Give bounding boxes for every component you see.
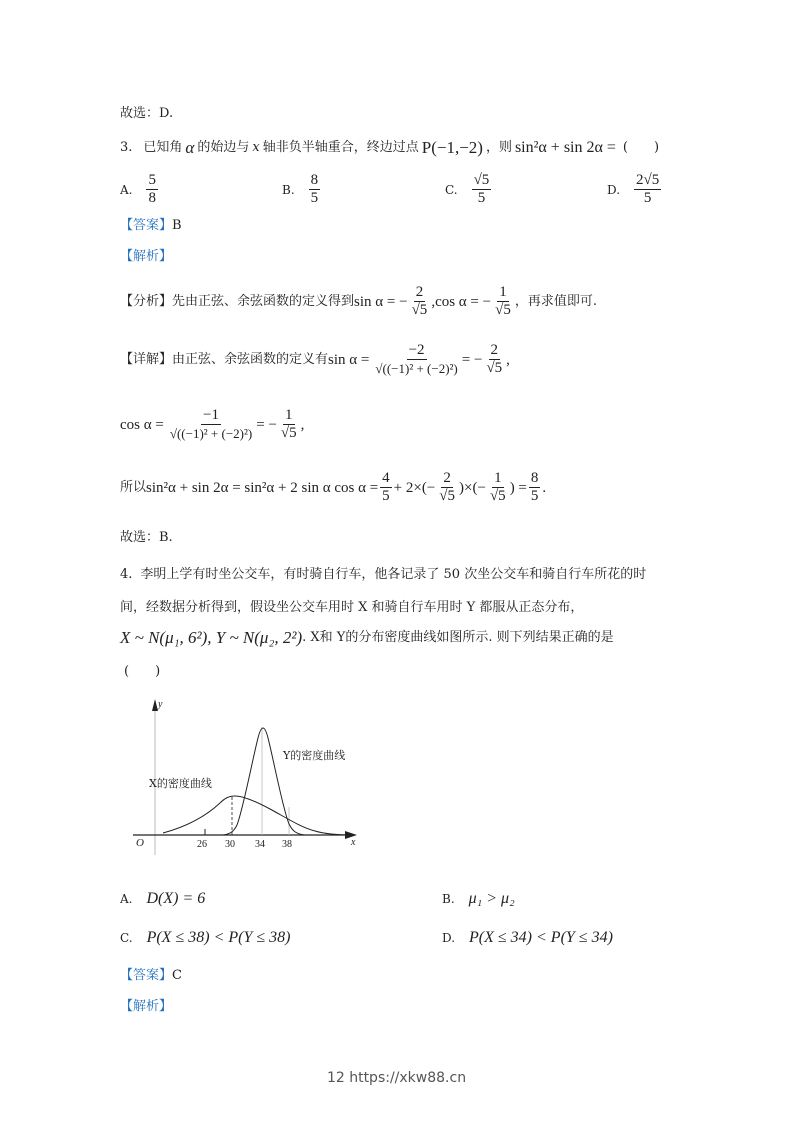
answer-tag: 【答案】	[120, 218, 173, 233]
q3-option-d-value: $\frac{2√5}{5}$	[636, 172, 660, 206]
answer-tag: 【答案】	[120, 968, 173, 983]
q3-conclusion: 故选：B.	[120, 530, 173, 545]
so-mid-1: + 2×(−	[393, 479, 436, 496]
y-axis-label: y	[158, 699, 163, 710]
cos-end: ,	[300, 416, 305, 433]
q3-expr: sin²α + sin 2α =	[514, 139, 616, 156]
q3-option-a-value: $\frac{5}{8}$	[148, 172, 156, 206]
q4-paren: ( )	[124, 664, 161, 679]
tick-34: 34	[255, 839, 265, 850]
q3-point: P(−1,−2)	[421, 138, 483, 157]
q3-stem-mid2: 轴非负半轴重合，终边过点	[262, 140, 419, 155]
so-end: .	[542, 479, 547, 496]
x-axis-label: x	[351, 837, 356, 848]
answer-value: B	[172, 218, 182, 233]
q3-option-d[interactable]: D. $\frac{2√5}{5}$	[607, 172, 660, 206]
answer-value: C	[172, 968, 182, 983]
sin-eq: = −	[461, 351, 483, 368]
sin-end: ,	[506, 351, 510, 368]
q4-line-1: 4. 李明上学有时坐公交车，有时骑自行车，他各记录了 50 次坐公交车和骑自行车所花的时	[120, 567, 647, 582]
q4-option-a[interactable]: A. D(X) = 6	[120, 890, 206, 907]
q3-alpha: α	[185, 138, 195, 157]
q3-x: x	[252, 140, 260, 155]
q3-stem	[120, 140, 659, 156]
cos-eq: = −	[256, 416, 277, 433]
origin-label: O	[136, 837, 144, 849]
page-footer: 12 https://xkw88.cn	[326, 1070, 467, 1086]
q4-answer	[120, 968, 182, 984]
fenxi-tag: 【分析】	[120, 293, 173, 309]
tick-38: 38	[282, 839, 292, 850]
q4-option-d[interactable]: D. P(X ≤ 34) < P(Y ≤ 34)	[442, 929, 613, 946]
so-frac-1: $\frac{4}{5}$	[382, 470, 390, 504]
q4-option-c[interactable]: C. P(X ≤ 38) < P(Y ≤ 38)	[120, 929, 291, 946]
cos-lhs: cos α =	[120, 416, 164, 433]
q4-number: 4.	[120, 567, 133, 582]
q3-option-c-value: $\frac{√5}{5}$	[473, 172, 490, 206]
fenxi-sin-frac: $\frac{2}{√5}$	[411, 284, 428, 318]
q4-analysis-tag: 【解析】	[120, 999, 173, 1014]
q4-figure	[125, 697, 365, 857]
q3-option-c[interactable]: C. $\frac{√5}{5}$	[445, 172, 490, 206]
fenxi-text: 先由正弦、余弦函数的定义得到	[172, 293, 355, 309]
cos-frac: $\frac{-1}{\text{√((−1)² + (−2)²)}}$	[169, 407, 253, 441]
so-text: 所以	[120, 479, 147, 495]
x-curve-label: X的密度曲线	[149, 777, 212, 790]
so-frac-3: $\frac{1}{√5}$	[489, 470, 506, 504]
q3-answer	[120, 218, 182, 234]
y-curve-label: Y的密度曲线	[283, 749, 346, 762]
q4-option-b[interactable]: B. μ₁ > μ₂	[442, 890, 515, 907]
prev-conclusion: 故选：D.	[120, 106, 174, 121]
q3-number: 3.	[120, 140, 133, 155]
q4-option-b-expr: μ₁ > μ₂	[468, 890, 515, 907]
q3-option-b[interactable]: B. $\frac{8}{5}$	[282, 172, 319, 206]
q4-line-3-text: . X和 Y的分布密度曲线如图所示. 则下列结果正确的是	[302, 630, 614, 645]
q3-stem-mid1: 的始边与	[197, 140, 250, 155]
sin-lhs: sin α =	[328, 351, 370, 368]
sin-frac: $\frac{-2}{\text{√((−1)² + (−2)²)}}$	[375, 342, 458, 376]
so-frac-4: $\frac{8}{5}$	[530, 470, 539, 504]
so-mid-2: )×(−	[459, 479, 486, 496]
q3-options	[120, 172, 680, 208]
q4-line-3	[120, 630, 614, 646]
fenxi-end: ，再求值即可.	[514, 293, 597, 309]
fenxi-sin: sin α = −	[354, 293, 408, 310]
q3-fenxi	[120, 284, 597, 319]
q3-so-line	[120, 470, 546, 505]
q4-distribution: X ~ N(μ₁, 6²), Y ~ N(μ₂, 2²)	[120, 628, 303, 647]
fenxi-cos: ,cos α = −	[431, 293, 492, 310]
cos-result-frac: $\frac{1}{√5}$	[280, 407, 297, 441]
xiangjie-tag: 【详解】	[120, 351, 173, 367]
tick-30: 30	[225, 839, 235, 850]
q3-xiangjie	[120, 342, 510, 377]
xiangjie-text: 由正弦、余弦函数的定义有	[172, 351, 329, 367]
q4-option-a-expr: D(X) = 6	[146, 890, 206, 907]
tick-26: 26	[197, 839, 207, 850]
fenxi-cos-frac: $\frac{1}{√5}$	[495, 284, 511, 318]
q3-paren: ( )	[622, 140, 660, 155]
q4-line-2: 间，经数据分析得到，假设坐公交车用时 X 和骑自行车用时 Y 都服从正态分布，	[120, 600, 584, 615]
q4-option-d-expr: P(X ≤ 34) < P(Y ≤ 34)	[469, 929, 613, 946]
q4-option-c-expr: P(X ≤ 38) < P(Y ≤ 38)	[146, 929, 291, 946]
sin-result-frac: $\frac{2}{√5}$	[486, 342, 503, 376]
q3-option-a[interactable]: A. $\frac{5}{8}$	[120, 172, 156, 206]
q3-then: ，则	[485, 140, 512, 155]
so-frac-2: $\frac{2}{√5}$	[439, 470, 456, 504]
so-expr: sin²α + sin 2α = sin²α + 2 sin α cos α =	[146, 479, 379, 496]
q3-option-b-value: $\frac{8}{5}$	[310, 172, 319, 206]
q3-analysis-tag: 【解析】	[120, 249, 173, 264]
q3-stem-pre: 已知角	[143, 140, 183, 155]
so-mid-3: ) =	[509, 479, 527, 496]
q3-cos-line	[120, 407, 304, 442]
